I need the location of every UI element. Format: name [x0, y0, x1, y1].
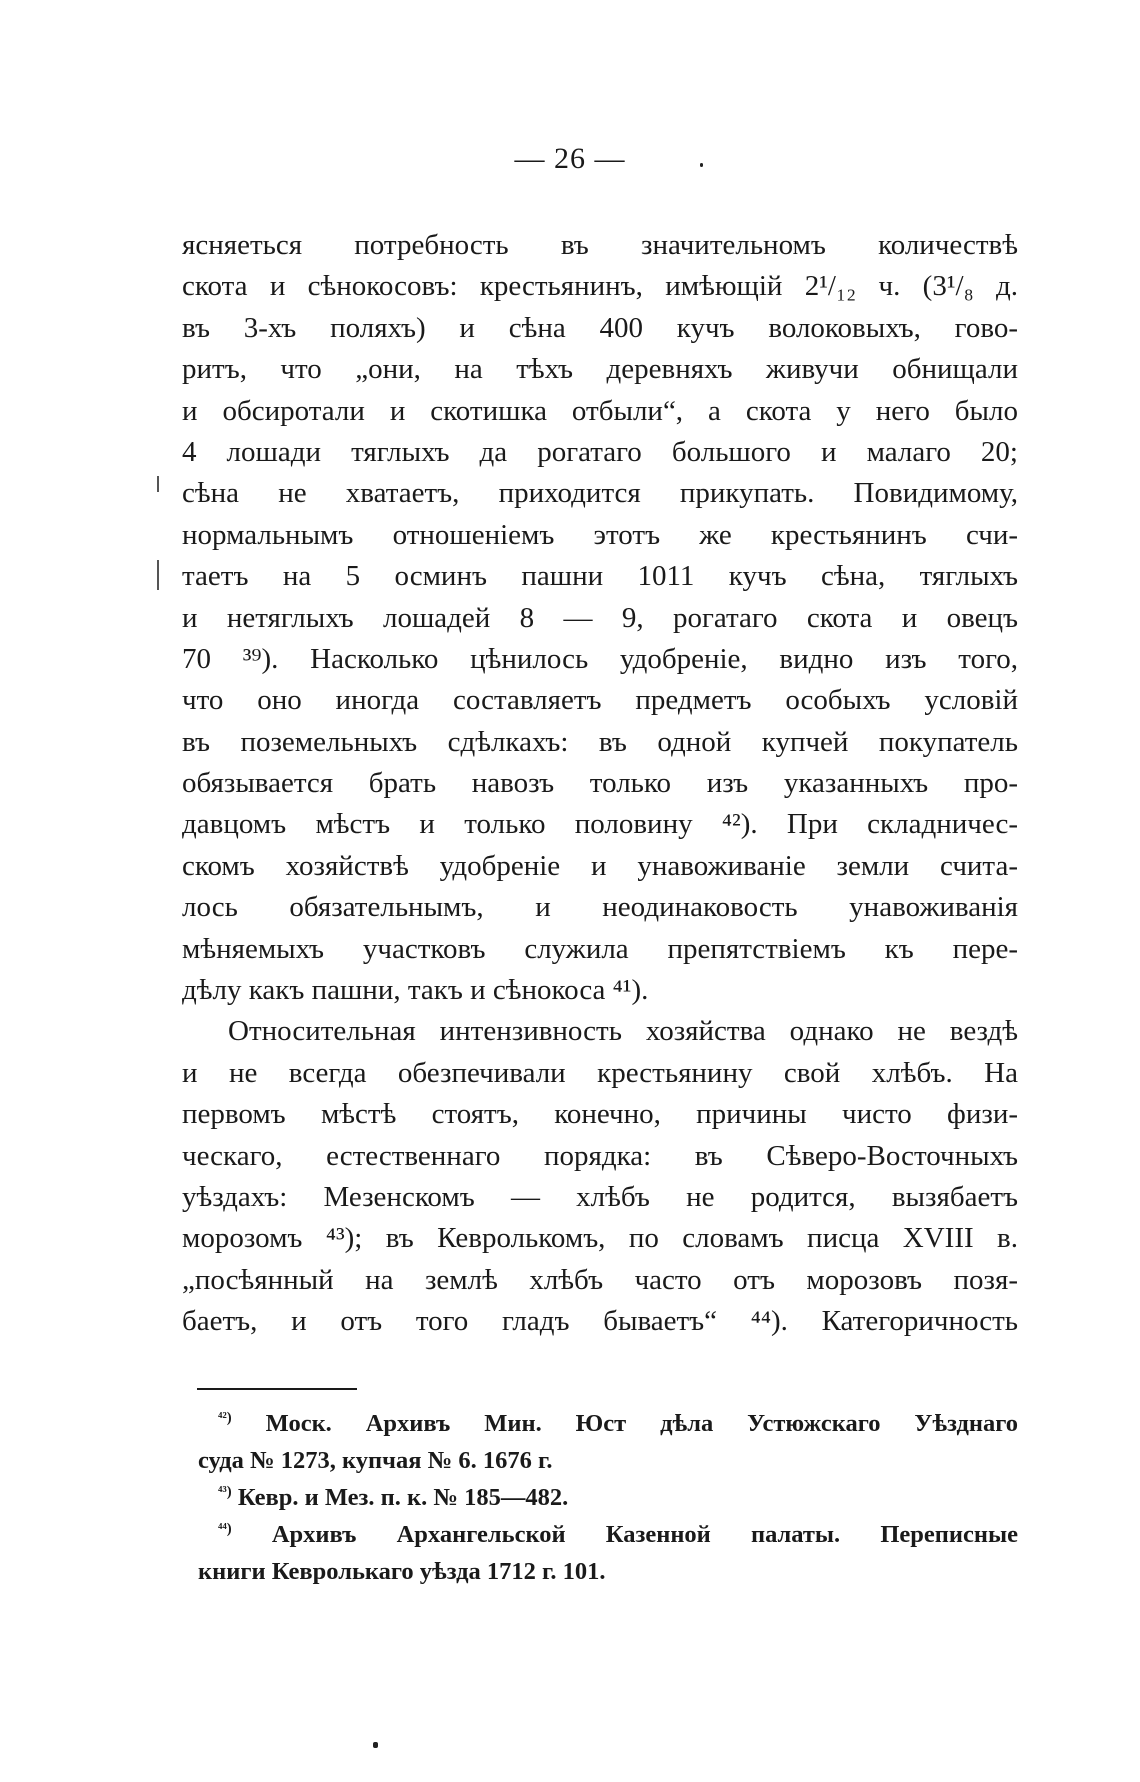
- margin-mark: [157, 560, 159, 590]
- body-line: нормальнымъ отношеніемъ этотъ же крестьянинъ счи-: [182, 518, 1018, 551]
- body-line: 4 лошади тяглыхъ да рогатаго большого и малаго 20;: [182, 435, 1018, 468]
- footnote-marker: ⁴⁴): [218, 1521, 232, 1538]
- body-line: въ поземельныхъ сдѣлкахъ: въ одной купчей покупатель: [182, 725, 1018, 758]
- body-line: обязывается брать навозъ только изъ указанныхъ про-: [182, 767, 1018, 800]
- body-line: морозомъ ⁴³); въ Кевролькомъ, по словамъ писца XVIII в.: [182, 1222, 1018, 1255]
- body-line: и не всегда обезпечивали крестьянину свой хлѣбъ. На: [182, 1056, 1018, 1089]
- body-line: скота и сѣнокосовъ: крестьянинъ, имѣющій 2¹/₁₂ ч. (3¹/₈ д.: [182, 270, 1018, 303]
- footnote-text: Кевр. и Мез. п. к. № 185—482.: [237, 1484, 569, 1511]
- ink-speck: [373, 1742, 378, 1748]
- paragraph-start-line: Относительная интензивность хозяйства однако не вездѣ: [228, 1015, 1018, 1048]
- body-line: ритъ, что „они, на тѣхъ деревняхъ живучи обнищали: [182, 353, 1018, 386]
- footnotes: [198, 1405, 1019, 1590]
- margin-mark: [157, 476, 159, 492]
- body-line: уѣздахъ: Мезенскомъ — хлѣбъ не родится, вызябаетъ: [182, 1180, 1018, 1213]
- body-text: [182, 225, 1018, 1343]
- body-line: „посѣянный на землѣ хлѣбъ часто отъ морозовъ позя-: [182, 1263, 1018, 1296]
- body-line: мѣняемыхъ участковъ служила препятствіемъ къ пере-: [182, 932, 1018, 965]
- footnote-44-line-1: [218, 1516, 1018, 1553]
- body-line: ясняеться потребность въ значительномъ количествѣ: [182, 229, 1018, 261]
- body-line: лось обязательнымъ, и неодинаковость унавоживанія: [182, 891, 1018, 924]
- footnote-marker: ⁴²): [218, 1410, 232, 1427]
- footnote-text: Архивъ Архангельской Казенной палаты. Переписные: [271, 1521, 1018, 1548]
- footnote-42-line-1: [218, 1405, 1018, 1442]
- body-line: дѣлу какъ пашни, такъ и сѣнокоса ⁴¹).: [182, 974, 649, 1007]
- body-line: въ 3-хъ поляхъ) и сѣна 400 кучъ волоковыхъ, гово-: [182, 311, 1018, 344]
- page-number: — 26 —: [514, 142, 626, 175]
- body-line: давцомъ мѣстъ и только половину ⁴²). При складничес-: [182, 808, 1018, 841]
- footnote-43-line-1: [218, 1479, 1018, 1516]
- footnote-44-line-2: книги Кевролькаго уѣзда 1712 г. 101.: [198, 1558, 606, 1585]
- body-line: ческаго, естественнаго порядка: въ Сѣверо-Восточныхъ: [182, 1139, 1018, 1172]
- body-line: таетъ на 5 осминъ пашни 1011 кучъ сѣна, тяглыхъ: [182, 560, 1018, 593]
- ink-speck: [700, 163, 703, 167]
- body-line: первомъ мѣстѣ стоятъ, конечно, причины чисто физи-: [182, 1098, 1018, 1131]
- footnote-text: Моск. Архивъ Мин. Юст дѣла Устюжскаго Уѣзднаго: [265, 1410, 1019, 1437]
- footnote-marker: ⁴³): [218, 1484, 232, 1501]
- body-line: 70 ³⁹). Насколько цѣнилось удобреніе, видно изъ того,: [182, 642, 1018, 675]
- footnote-rule: [197, 1388, 357, 1390]
- body-line: баетъ, и отъ того гладъ бываетъ“ ⁴⁴). Категоричность: [182, 1305, 1018, 1338]
- body-line: что оно иногда составляетъ предметъ особыхъ условій: [182, 684, 1018, 717]
- body-line: скомъ хозяйствѣ удобреніе и унавоживаніе земли счита-: [182, 849, 1018, 882]
- body-line: сѣна не хватаетъ, приходится прикупать. Повидимому,: [182, 477, 1018, 510]
- footnote-42-line-2: суда № 1273, купчая № 6. 1676 г.: [198, 1447, 553, 1474]
- body-line: и обсиротали и скотишка отбыли“, а скота у него было: [182, 394, 1018, 427]
- body-line: и нетяглыхъ лошадей 8 — 9, рогатаго скота и овецъ: [182, 601, 1018, 634]
